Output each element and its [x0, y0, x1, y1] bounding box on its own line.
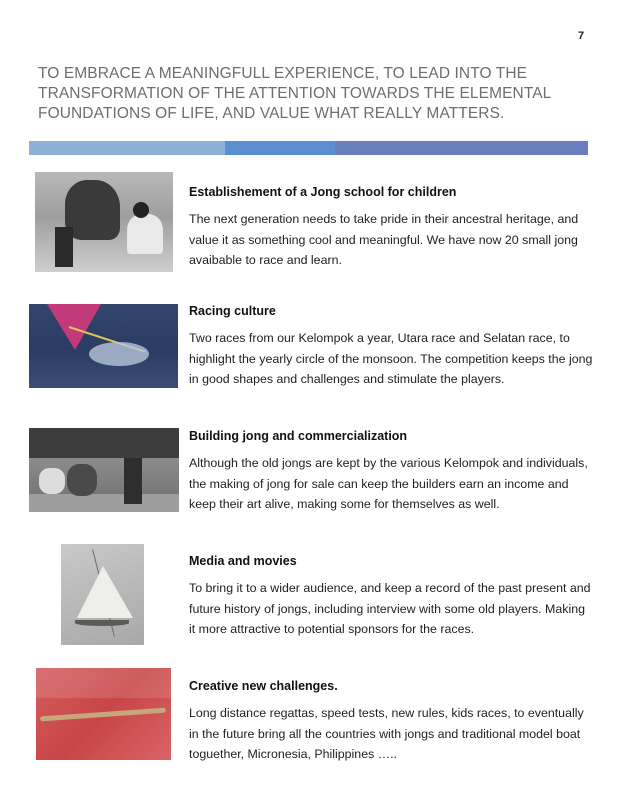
color-bar-segment [29, 141, 225, 155]
photo-stick [40, 708, 166, 722]
color-bar-segment [335, 141, 588, 155]
section-jong-school-photo [35, 172, 173, 272]
section-building-photo [29, 428, 179, 512]
photo-figure [127, 214, 163, 254]
section-title: Creative new challenges. [189, 679, 338, 693]
section-title: Media and movies [189, 554, 297, 568]
section-body: Two races from our Kelompok a year, Utara race and Selatan race, to highlight the yearly circle of the monsoon. The competition keeps the jong in good shapes and challenges and stimulate the players. [189, 331, 593, 386]
color-bar-segment [225, 141, 335, 155]
photo-person [67, 464, 97, 496]
page-number: 7 [578, 30, 585, 42]
section-racing-photo [29, 304, 178, 388]
section-body: Long distance regattas, speed tests, new rules, kids races, to eventually in the future bring all the countries with jongs and traditional model boat toguether, Micronesia, Philippines ….. [189, 706, 584, 761]
photo-fold [36, 668, 171, 698]
section-title: Building jong and commercialization [189, 429, 408, 443]
section-body: The next generation needs to take pride in their ancestral heritage, and value it as something cool and meaningful. We have now 20 small jong avaibable to race and learn. [189, 212, 579, 267]
section-body: To bring it to a wider audience, and keep a record of the past present and future history of jongs, including interview with some old players. Making it more attractive to potential sponsors for the races. [189, 581, 591, 636]
photo-figure [55, 227, 73, 267]
photo-figure [133, 202, 149, 218]
photo-person [124, 458, 142, 504]
photo-trees [29, 428, 179, 458]
page-headline: TO EMBRACE A MEANINGFULL EXPERIENCE, TO LEAD INTO THE TRANSFORMATION OF THE ATTENTION TOWARDS THE ELEMENTAL FOUNDATIONS OF LIFE, AND VALUE WHAT REALLY MATTERS. [38, 65, 551, 122]
photo-person [39, 468, 65, 494]
photo-hull [75, 620, 129, 626]
photo-splash [89, 342, 149, 366]
decorative-color-bar [29, 141, 588, 155]
section-title: Establishement of a Jong school for children [189, 185, 457, 199]
section-challenges-photo [36, 668, 171, 760]
section-body: Although the old jongs are kept by the various Kelompok and individuals, the making of jong for sale can keep the builders earn an income and keep their art alive, making some for themselves as well. [189, 456, 588, 511]
photo-figure [65, 180, 120, 240]
photo-sail [77, 566, 133, 618]
section-title: Racing culture [189, 304, 276, 318]
section-media-photo [61, 544, 144, 645]
photo-ground [29, 494, 179, 512]
